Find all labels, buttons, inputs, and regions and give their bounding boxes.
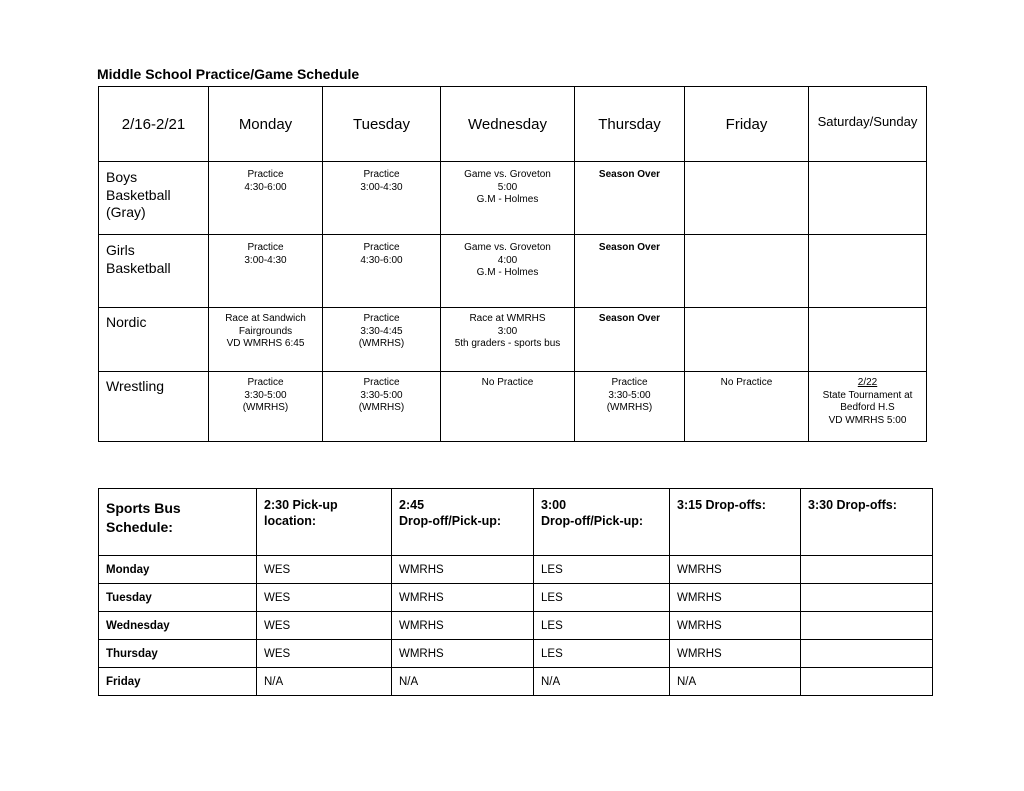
bus-cell: N/A — [534, 668, 670, 696]
bus-cell: WMRHS — [392, 640, 534, 668]
cell-line: 3:30-5:00 — [244, 389, 287, 401]
bus-cell: WMRHS — [392, 584, 534, 612]
tournament-date: 2/22 — [857, 377, 878, 388]
day-header-friday: Friday — [685, 87, 809, 162]
cell-line: Season Over — [598, 169, 661, 180]
schedule-cell — [323, 308, 441, 372]
cell-line: 5th graders - sports bus — [454, 338, 561, 349]
bus-row-friday — [99, 668, 933, 696]
bus-col-header — [392, 489, 534, 556]
bus-row-monday — [99, 556, 933, 584]
cell-line: Practice — [363, 377, 400, 388]
bus-header-line: 3:00 — [541, 498, 567, 512]
cell-line: Practice — [363, 242, 400, 253]
schedule-cell-empty — [809, 308, 927, 372]
cell-line: VD WMRHS 5:00 — [828, 414, 907, 426]
cell-line: 3:30-4:45 — [360, 325, 403, 337]
cell-line: No Practice — [720, 377, 773, 388]
cell-line: (WMRHS) — [358, 402, 405, 413]
bus-header-line: Drop-off/Pick-up: — [399, 514, 502, 528]
bus-col-header — [801, 489, 933, 556]
bus-row-wednesday — [99, 612, 933, 640]
schedule-cell — [809, 372, 927, 442]
bus-cell: WES — [257, 584, 392, 612]
schedule-cell — [209, 162, 323, 235]
cell-line: 4:30-6:00 — [244, 181, 287, 193]
bus-cell — [801, 668, 933, 696]
schedule-cell — [575, 162, 685, 235]
schedule-cell — [441, 162, 575, 235]
practice-game-schedule-table — [98, 86, 927, 442]
cell-line: 3:00-4:30 — [244, 254, 287, 266]
week-range-header: 2/16-2/21 — [99, 87, 209, 162]
sport-label — [99, 162, 209, 235]
cell-line: Game vs. Groveton — [464, 169, 551, 180]
schedule-cell — [575, 308, 685, 372]
cell-line: Practice — [363, 169, 400, 180]
schedule-cell — [441, 308, 575, 372]
bus-col-header — [534, 489, 670, 556]
day-header-tuesday: Tuesday — [323, 87, 441, 162]
schedule-cell-empty — [809, 235, 927, 308]
bus-cell — [801, 556, 933, 584]
schedule-cell — [209, 308, 323, 372]
schedule-cell — [209, 235, 323, 308]
schedule-cell — [575, 372, 685, 442]
cell-line: Season Over — [598, 313, 661, 324]
cell-line: G.M - Holmes — [476, 267, 539, 278]
bus-header-line: Drop-off/Pick-up: — [541, 514, 644, 528]
schedule-cell-empty — [685, 308, 809, 372]
cell-line: 3:30-5:00 — [608, 389, 651, 401]
cell-line: (WMRHS) — [358, 338, 405, 349]
cell-line: Practice — [247, 377, 284, 388]
cell-line: No Practice — [481, 377, 534, 388]
schedule-cell — [441, 235, 575, 308]
schedule-row-nordic — [99, 308, 927, 372]
cell-line: G.M - Holmes — [476, 194, 539, 205]
bus-cell: WMRHS — [670, 556, 801, 584]
cell-line: Fairgrounds — [238, 325, 293, 337]
bus-cell: WMRHS — [670, 584, 801, 612]
cell-line: Practice — [247, 242, 284, 253]
cell-line: Practice — [363, 313, 400, 324]
cell-line: 3:00 — [497, 325, 518, 337]
bus-cell — [801, 640, 933, 668]
cell-line: Race at WMRHS — [469, 313, 546, 324]
bus-header-row — [99, 489, 933, 556]
schedule-cell — [441, 372, 575, 442]
cell-line: Game vs. Groveton — [464, 242, 551, 253]
day-header-thursday: Thursday — [575, 87, 685, 162]
bus-schedule-title — [99, 489, 257, 556]
bus-header-line: 3:15 Drop-offs: — [677, 498, 766, 512]
schedule-cell-empty — [685, 162, 809, 235]
bus-day-label: Thursday — [99, 640, 257, 668]
bus-day-label: Wednesday — [99, 612, 257, 640]
bus-cell: WES — [257, 640, 392, 668]
bus-cell: N/A — [257, 668, 392, 696]
bus-cell: WMRHS — [392, 612, 534, 640]
sport-label-line: Girls — [106, 242, 135, 258]
bus-cell: WES — [257, 612, 392, 640]
bus-cell: LES — [534, 584, 670, 612]
bus-day-label: Tuesday — [99, 584, 257, 612]
bus-cell: WMRHS — [392, 556, 534, 584]
cell-line: VD WMRHS 6:45 — [226, 338, 305, 349]
bus-header-line: location: — [264, 514, 317, 528]
bus-cell: WES — [257, 556, 392, 584]
schedule-row-wrestling — [99, 372, 927, 442]
schedule-header-row — [99, 87, 927, 162]
bus-row-tuesday — [99, 584, 933, 612]
bus-cell: WMRHS — [670, 640, 801, 668]
bus-title-line: Schedule: — [106, 519, 173, 535]
cell-line: (WMRHS) — [242, 402, 289, 413]
schedule-row-boys-basketball — [99, 162, 927, 235]
cell-line — [809, 377, 926, 390]
page-title: Middle School Practice/Game Schedule — [97, 66, 360, 82]
sport-label-line: Basketball — [106, 259, 171, 276]
schedule-cell — [685, 372, 809, 442]
cell-line: Practice — [611, 377, 648, 388]
bus-cell: N/A — [670, 668, 801, 696]
schedule-cell-empty — [809, 162, 927, 235]
bus-row-thursday — [99, 640, 933, 668]
sport-label — [99, 308, 209, 372]
schedule-cell — [323, 162, 441, 235]
cell-line: 3:00-4:30 — [360, 181, 403, 193]
bus-cell: LES — [534, 556, 670, 584]
bus-day-label: Friday — [99, 668, 257, 696]
bus-col-header — [257, 489, 392, 556]
day-header-monday: Monday — [209, 87, 323, 162]
sport-label-line: Wrestling — [106, 378, 165, 394]
bus-cell: WMRHS — [670, 612, 801, 640]
schedule-row-girls-basketball — [99, 235, 927, 308]
cell-line: 5:00 — [497, 181, 518, 193]
bus-cell: LES — [534, 640, 670, 668]
schedule-cell — [209, 372, 323, 442]
cell-line: Practice — [247, 169, 284, 180]
bus-col-header — [670, 489, 801, 556]
sport-label-line: Basketball — [106, 186, 171, 203]
cell-line: Bedford H.S — [840, 402, 895, 413]
sport-label — [99, 235, 209, 308]
bus-day-label: Monday — [99, 556, 257, 584]
bus-cell — [801, 584, 933, 612]
sports-bus-schedule-table — [98, 488, 933, 696]
schedule-cell — [323, 235, 441, 308]
bus-title-line: Sports Bus — [106, 500, 181, 516]
schedule-cell — [575, 235, 685, 308]
cell-line: 4:30-6:00 — [360, 254, 403, 266]
schedule-cell — [323, 372, 441, 442]
cell-line: State Tournament at — [822, 389, 913, 401]
sport-label — [99, 372, 209, 442]
sport-label-line: Boys — [106, 169, 138, 185]
schedule-cell-empty — [685, 235, 809, 308]
cell-line: 4:00 — [497, 254, 518, 266]
cell-line: (WMRHS) — [606, 402, 653, 413]
bus-cell: N/A — [392, 668, 534, 696]
cell-line: Race at Sandwich — [225, 313, 306, 324]
bus-header-line: 3:30 Drop-offs: — [808, 498, 897, 512]
sport-label-line: Nordic — [106, 314, 147, 330]
bus-header-line: 2:45 — [399, 498, 425, 512]
day-header-wednesday: Wednesday — [441, 87, 575, 162]
day-header-weekend: Saturday/Sunday — [809, 87, 927, 162]
bus-header-line: 2:30 Pick-up — [264, 498, 338, 512]
cell-line: Season Over — [598, 242, 661, 253]
bus-cell — [801, 612, 933, 640]
cell-line: 3:30-5:00 — [360, 389, 403, 401]
bus-cell: LES — [534, 612, 670, 640]
sport-label-line: (Gray) — [106, 204, 146, 220]
